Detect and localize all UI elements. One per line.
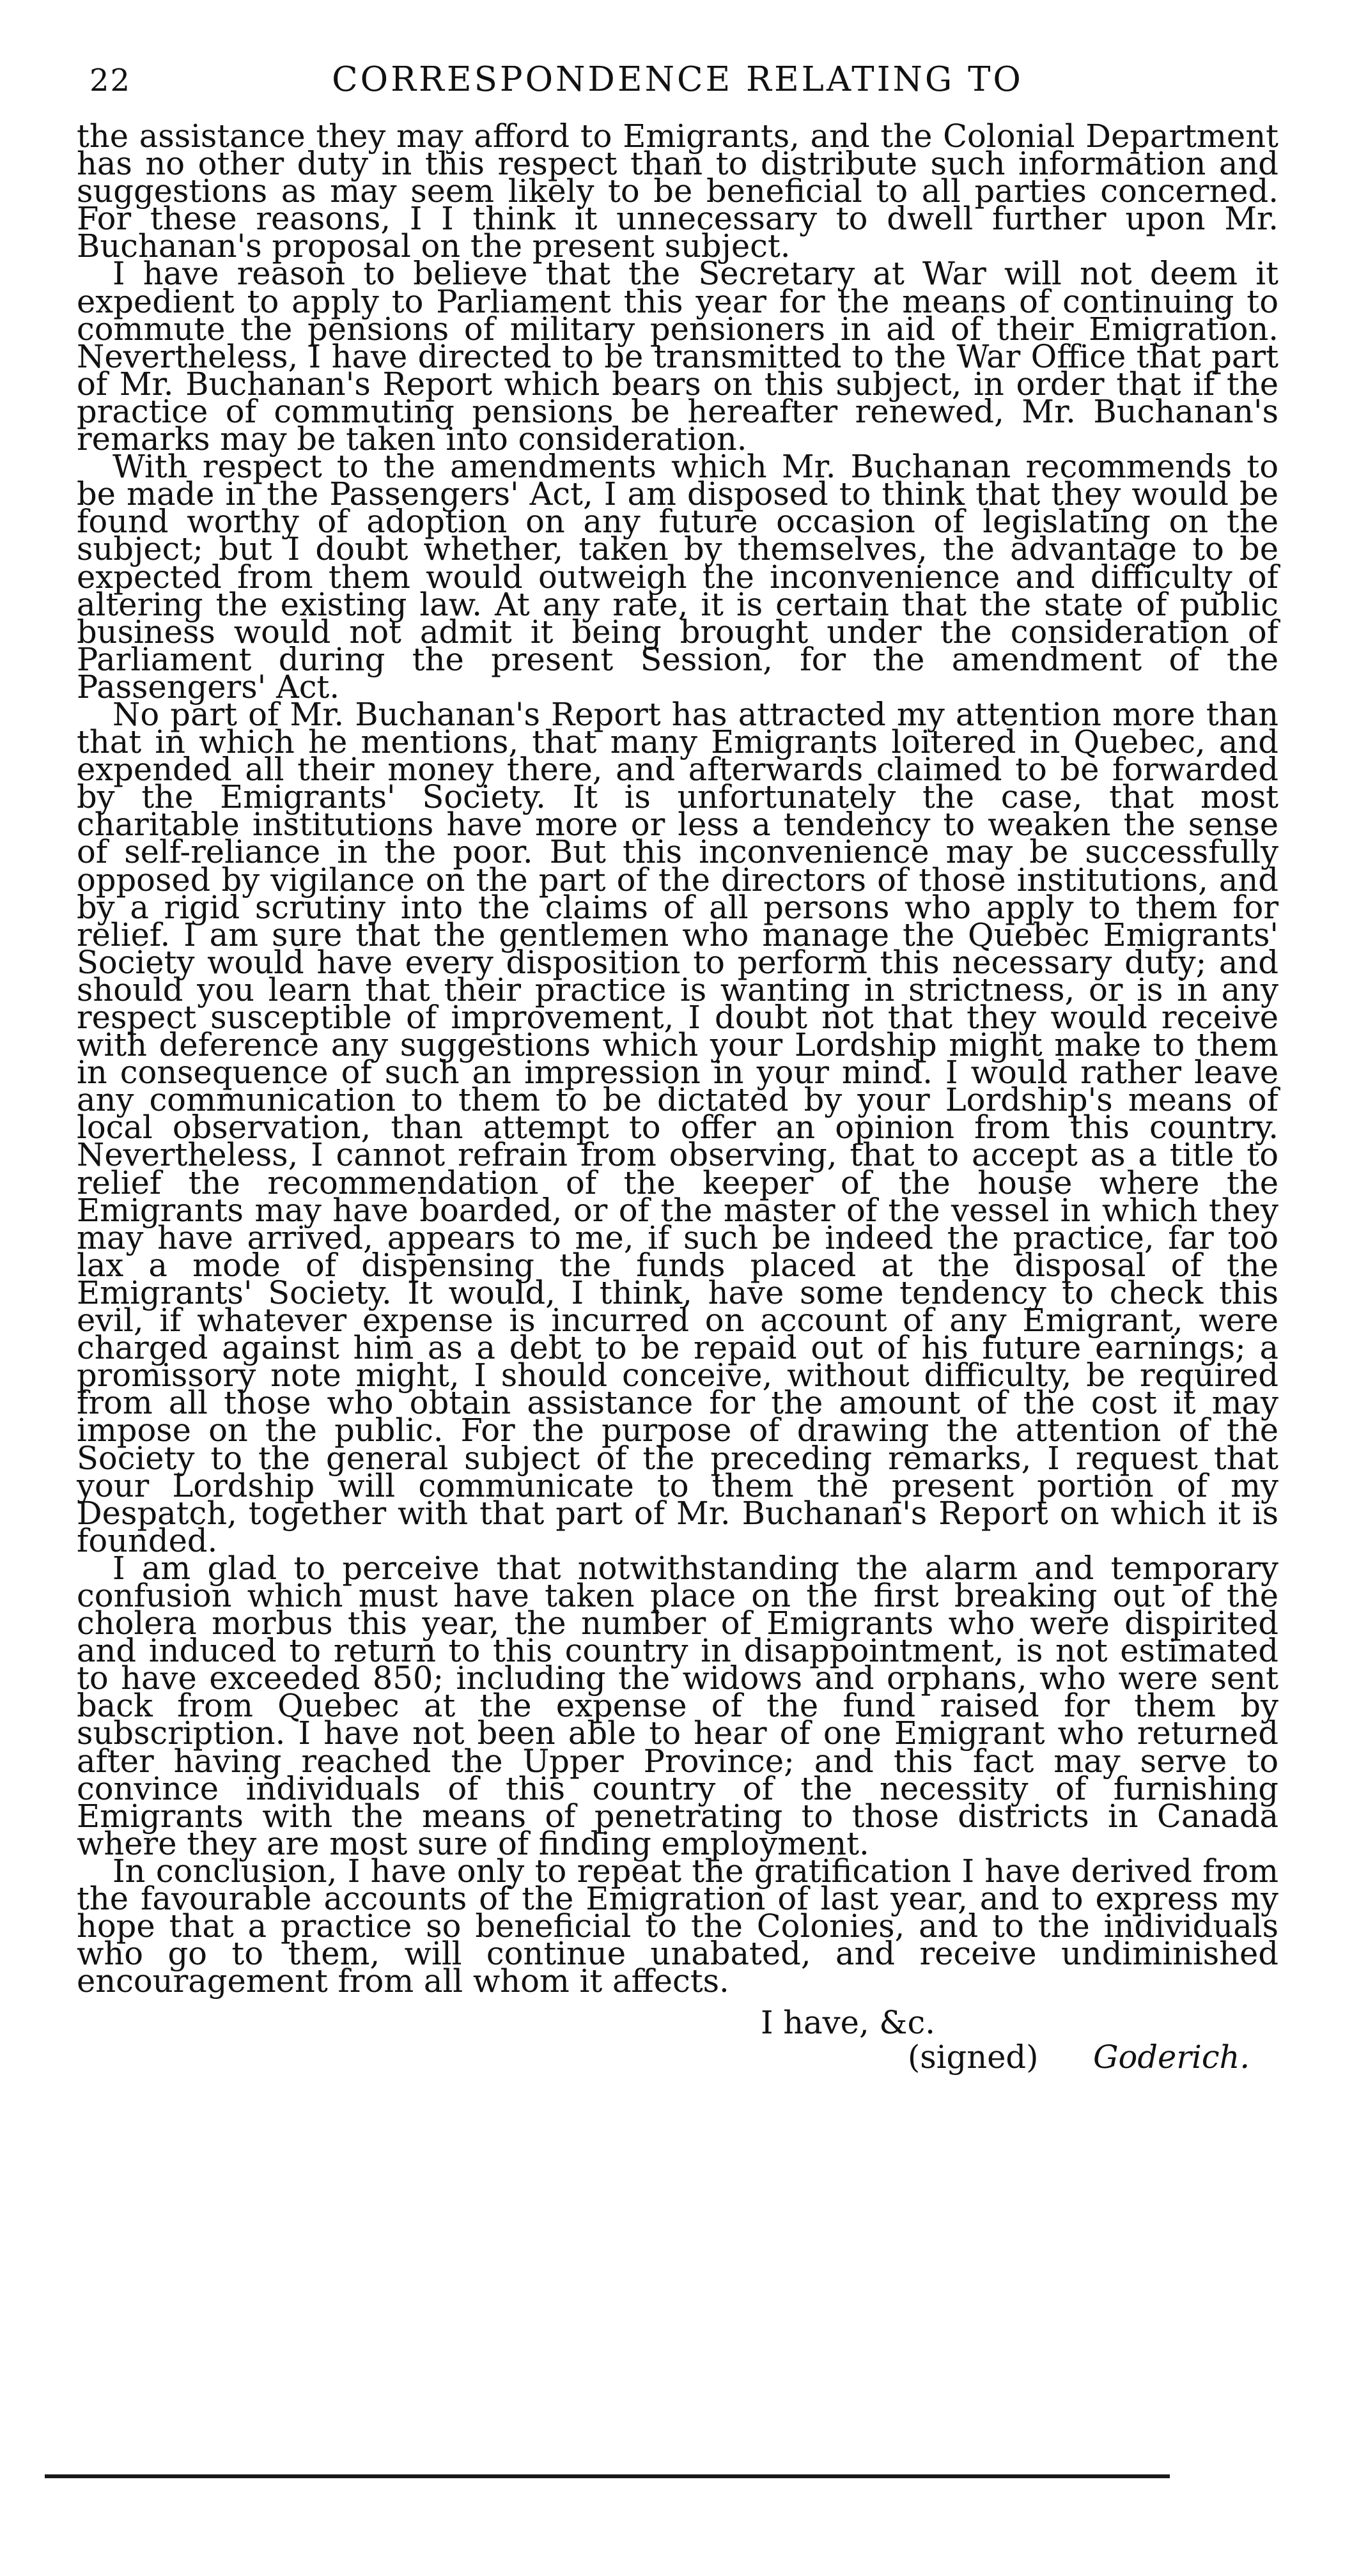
paragraph: No part of Mr. Buchanan's Report has attracted my attention more than that in which he mentions, that many Emigrants loitered in Quebec, and expended all their money there, and afterwards claimed to be forwarded by the Emigrants' Society. It is unfortunately the case, that most charitable institutions have more or less a tendency to weaken the sense of self-reliance in the poor. But this inconvenience may be successfully opposed by vigilance on the part of the directors of those institutions, and by a rigid scrutiny into the claims of all persons who apply to them for relief. I am sure that the gentlemen who manage the Quebec Emigrants' Society would have every disposition to perform this necessary duty; and should you learn that their practice is wanting in strictness, or is in any respect susceptible of improvement, I doubt not that they would receive with deference any suggestions which your Lordship might make to them in consequence of such an impression in your mind. I would rather leave any communication to them to be dictated by your Lordship's means of local observation, than attempt to offer an opinion from this country. Nevertheless, I cannot refrain from observing, that to accept as a title to relief the recommendation of the keeper of the house where the Emigrants may have boarded, or of the master of the vessel in which they may have arrived, appears to me, if such be indeed the practice, far too lax a mode of dispensing the funds placed at the disposal of the Emigrants' Society. It would, I think, have some tendency to check this evil, if whatever expense is incurred on account of any Emigrant, were charged against him as a debt to be repaid out of his future earnings; a promissory note might, I should conceive, without difficulty, be required from all those who obtain assistance for the amount of the cost it may impose on the public. For the purpose of drawing the attention of the Society to the general subject of the preceding remarks, I request that your Lordship will communicate to them the present portion of my Despatch, together with that part of Mr. Buchanan's Report on which it is founded. [77, 695, 1278, 1559]
paragraph: With respect to the amendments which Mr. Buchanan recommends to be made in the Passengers' Act, I am disposed to think that they would be found worthy of adoption on any future occasion of legislating on the subject; but I doubt whether, taken by themselves, the advantage to be expected from them would outweigh the inconvenience and difficulty of altering the existing law. At any rate, it is certain that the state of public business would not admit it being brought under the consideration of Parliament during the present Session, for the amendment of the Passengers' Act. [77, 448, 1278, 706]
page-number: 22 [89, 63, 132, 98]
footer-rule [45, 2474, 1170, 2478]
running-head: CORRESPONDENCE RELATING TO [332, 60, 1023, 99]
page-header [77, 51, 1278, 109]
signature: Goderich. [1093, 2039, 1250, 2076]
paragraph: I have reason to believe that the Secretary at War will not deem it expedient to apply to Parliament this year for the means of continuing to commute the pensions of military pensioners in aid of their Emigration. Nevertheless, I have directed to be transmitted to the War Office that part of Mr. Buchanan's Report which bears on this subject, in order that if the practice of commuting pensions be hereafter renewed, Mr. Buchanan's remarks may be taken into consideration. [77, 255, 1278, 458]
paragraph: In conclusion, I have only to repeat the gratification I have derived from the favourable accounts of the Emigration of last year, and to express my hope that a practice so beneficial to the Colonies, and to the individuals who go to them, will continue unabated, and receive undiminished encouragement from all whom it affects. [77, 1852, 1278, 2000]
paragraph: the assistance they may afford to Emigrants, and the Colonial Department has no other duty in this respect than to distribute such information and suggestions as may seem likely to be beneficial to all parties concerned. For these reasons, I I think it unnecessary to dwell further upon Mr. Buchanan's proposal on the present subject. [77, 118, 1278, 265]
paragraph: I am glad to perceive that notwithstanding the alarm and temporary confusion which must have taken place on the first breaking out of the cholera morbus this year, the number of Emigrants who were dispirited and induced to return to this country in disappointment, is not estimated to have exceeded 850; including the widows and orphans, who were sent back from Quebec at the expense of the fund raised for them by subscription. I have not been able to hear of one Emigrant who returned after having reached the Upper Province; and this fact may serve to convince individuals of this country of the necessity of furnishing Emigrants with the means of penetrating to those districts in Canada where they are most sure of finding employment. [77, 1549, 1278, 1862]
letter-body [77, 118, 1278, 2000]
document-page [77, 51, 1278, 2085]
signed-label: (signed) [908, 2039, 1039, 2076]
letter-closing [77, 1995, 1278, 2085]
closing-salutation: I have, &c. [761, 2004, 935, 2042]
